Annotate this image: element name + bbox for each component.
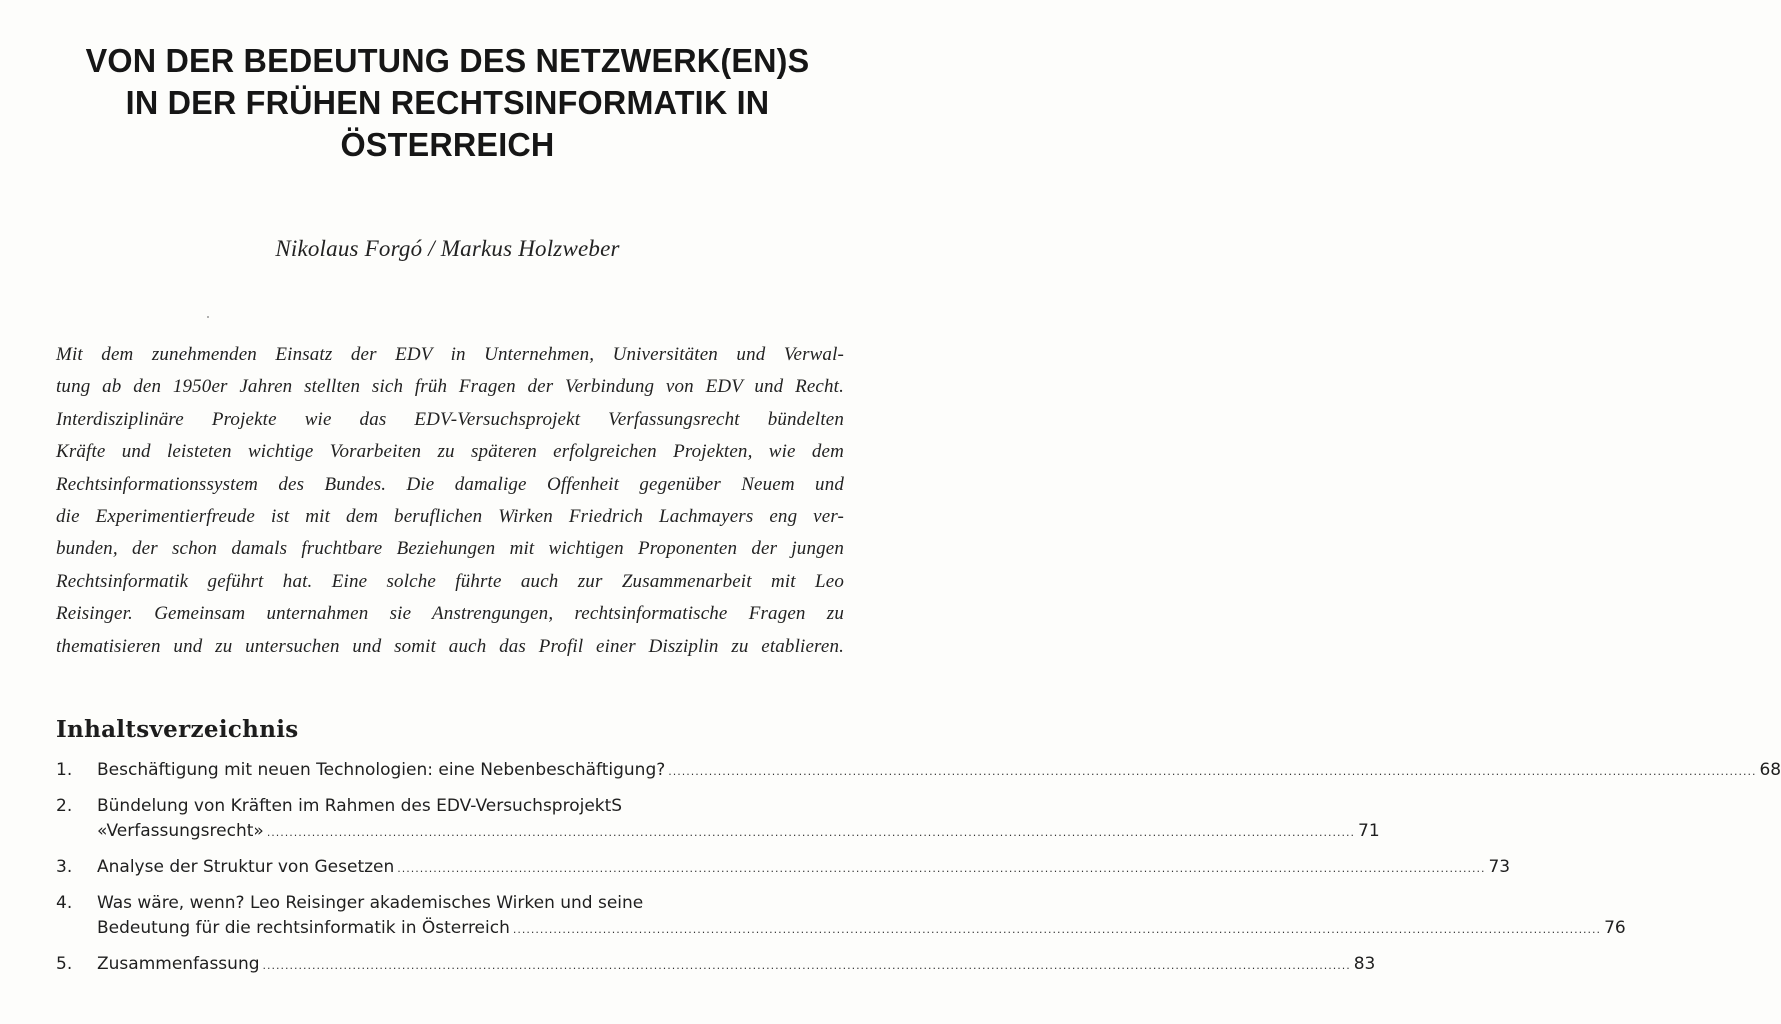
chapter-title-line: VON DER BEDEUTUNG DES NETZWERK(EN)S (85, 42, 810, 79)
toc-entry[interactable] (56, 952, 1376, 978)
abstract-line: Rechtsinformationssystem des Bundes. Die damalige Offenheit gegenüber Neuem und (56, 473, 844, 495)
toc-entry-number: 5. (56, 954, 73, 974)
abstract-line: thematisieren und zu untersuchen und somit auch das Profil einer Disziplin zu etablieren. (56, 635, 844, 657)
toc-entry-title: Zusammenfassung (97, 954, 260, 974)
toc-entry-page: 73 (1488, 857, 1511, 877)
abstract-line: bunden, der schon damals fruchtbare Beziehungen mit wichtigen Proponenten der jungen (56, 538, 844, 560)
abstract (56, 339, 844, 663)
chapter-title-line: ÖSTERREICH (340, 126, 555, 163)
toc-entry[interactable] (56, 794, 1380, 845)
toc-entry-page: 83 (1353, 954, 1376, 974)
abstract-line: Reisinger. Gemeinsam unternahmen sie Anstrengungen, rechtsinformatische Fragen zu (56, 603, 844, 625)
toc-leader-dots (668, 759, 1756, 784)
chapter-title (48, 40, 847, 166)
abstract-line: Kräfte und leisteten wichtige Vorarbeiten zu späteren erfolgreichen Projekten, wie dem (56, 441, 844, 463)
toc-entry-title-continued: Bedeutung für die rechtsinformatik in Österreich (97, 918, 510, 938)
toc-entry[interactable] (56, 891, 1626, 942)
toc-leader-dots (513, 917, 1601, 942)
toc-entry-title: Beschäftigung mit neuen Technologien: eine Nebenbeschäftigung? (97, 760, 666, 780)
toc-entry-title: Analyse der Struktur von Gesetzen (97, 857, 395, 877)
toc-entry-title: Bündelung von Kräften im Rahmen des EDV-VersuchsprojektS (97, 796, 623, 816)
table-of-contents (56, 758, 1781, 978)
abstract-line: die Experimentierfreude ist mit dem beruflichen Wirken Friedrich Lachmayers eng ver- (56, 505, 844, 527)
toc-heading: Inhaltsverzeichnis (56, 716, 299, 743)
scan-speck (207, 316, 209, 318)
toc-entry-page: 68 (1759, 760, 1781, 780)
toc-entry-number: 2. (56, 796, 73, 816)
toc-entry-number: 4. (56, 893, 73, 913)
toc-entry-number: 3. (56, 857, 73, 877)
toc-entry-title-continued: «Verfassungsrecht» (97, 821, 264, 841)
author-names: Nikolaus Forgó / Markus Holzweber (275, 236, 620, 261)
toc-leader-dots (267, 820, 1355, 845)
chapter-title-line: IN DER FRÜHEN RECHTSINFORMATIK IN (125, 84, 770, 121)
abstract-line: Rechtsinformatik geführt hat. Eine solche führte auch zur Zusammenarbeit mit Leo (56, 570, 844, 592)
toc-entry-title: Was wäre, wenn? Leo Reisinger akademisches Wirken und seine (97, 893, 644, 913)
toc-entry-page: 71 (1358, 821, 1380, 841)
abstract-line: Mit dem zunehmenden Einsatz der EDV in Unternehmen, Universitäten und Verwal- (56, 344, 844, 365)
toc-leader-dots (263, 953, 1351, 978)
abstract-line: Interdisziplinäre Projekte wie das EDV-Versuchsprojekt Verfassungsrecht bündelten (56, 408, 844, 430)
toc-entry[interactable] (56, 758, 1781, 784)
toc-leader-dots (397, 856, 1485, 881)
abstract-line: tung ab den 1950er Jahren stellten sich früh Fragen der Verbindung von EDV und Recht. (56, 376, 844, 398)
toc-entry[interactable] (56, 855, 1511, 881)
toc-entry-page: 76 (1604, 918, 1626, 938)
toc-entry-number: 1. (56, 760, 73, 780)
